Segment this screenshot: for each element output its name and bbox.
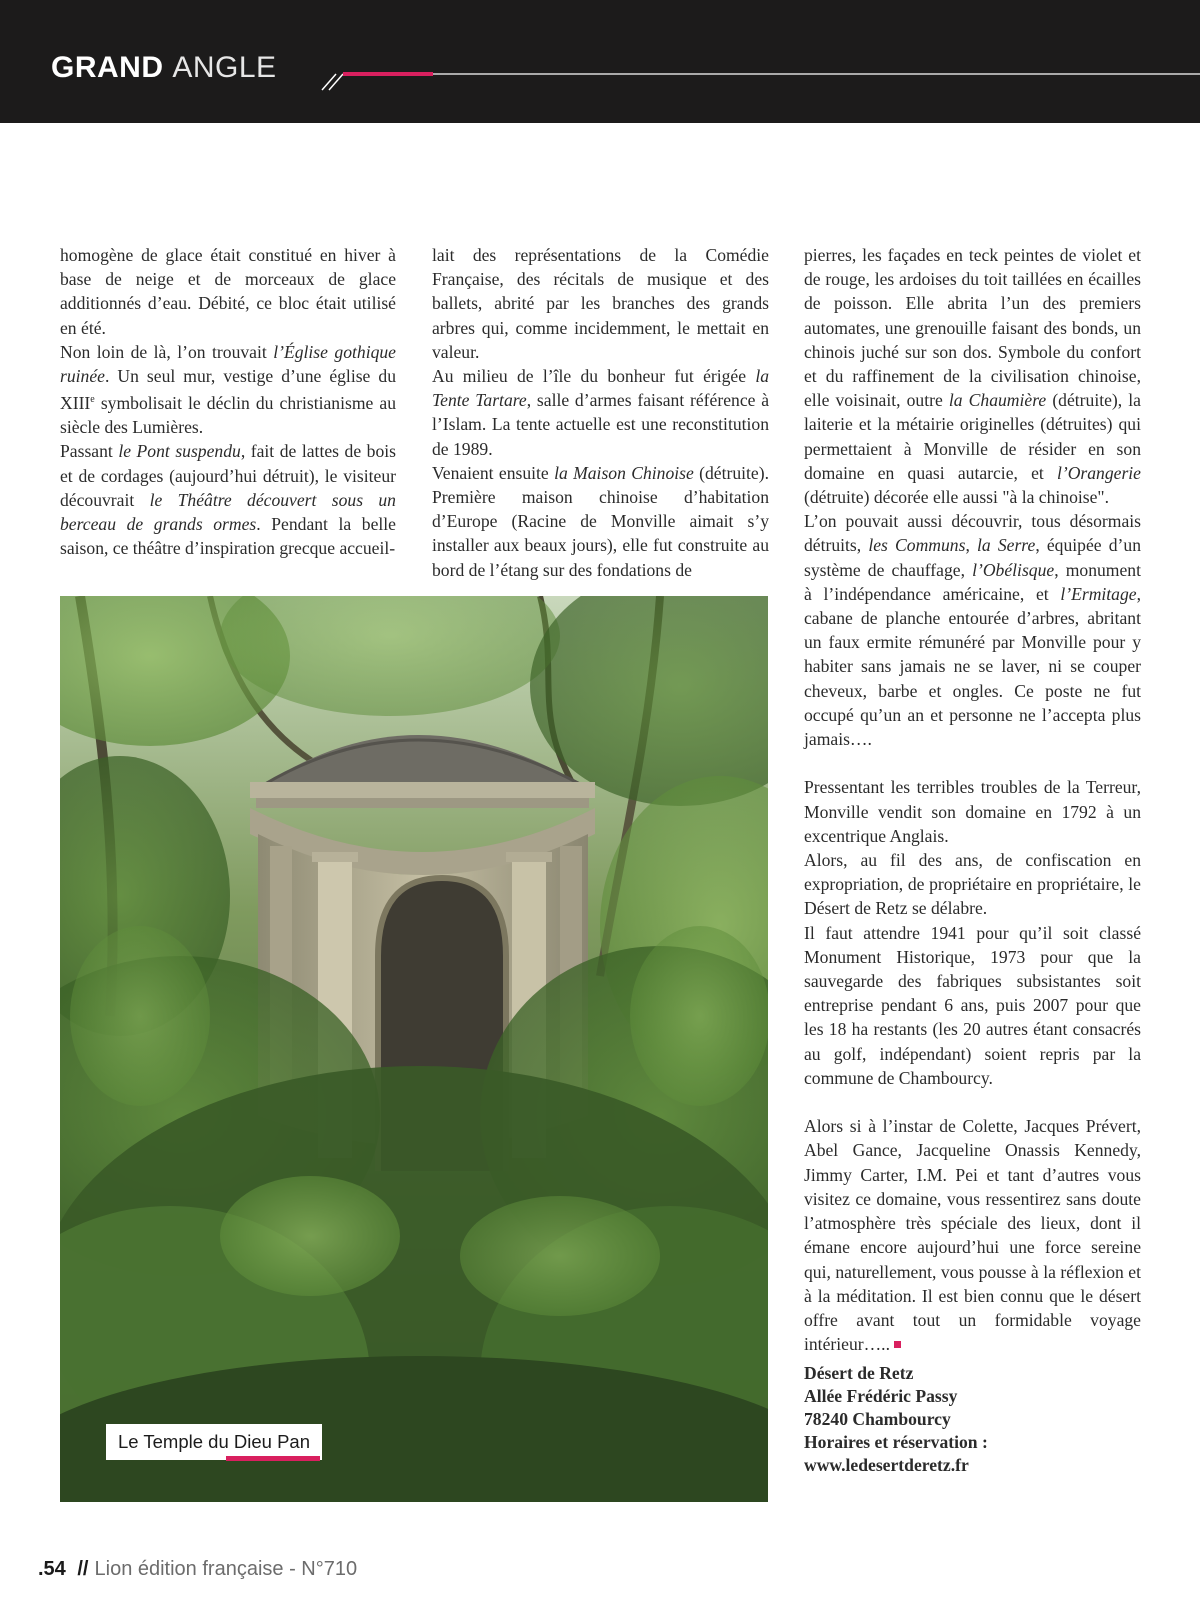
- temple-photo-illustration: [60, 596, 768, 1502]
- article-end-mark: [894, 1341, 901, 1348]
- col1-paragraph-3: Passant le Pont suspendu, fait de lattes de bois et de cordages (aujourd’hui détruit), le visiteur découvrait le Théâtre découvert sous un berceau de grands ormes. Pendant la belle saison, ce théâtre d’inspiration grecque accueil-: [60, 441, 396, 559]
- col1-paragraph-1: homogène de glace était constitué en hiver à base de neige et de morceaux de glace additionnés d’eau. Débité, ce bloc était utilisé en été.: [60, 245, 396, 338]
- address-website: www.ledesertderetz.fr: [804, 1455, 969, 1476]
- col3-paragraph-6: Alors si à l’instar de Colette, Jacques Prévert, Abel Gance, Jacqueline Onassis Kennedy, Jimmy Carter, I.M. Pei et tant d’autres vous visitez ce domaine, vous ressentirez sans doute l’atmosphère très spéciale des lieux, dont il émane encore aujourd’hui une force sereine qui, naturellement, vous pousse à la réflexion et à la méditation. Il est bien connu que le désert offre avant tout un formidable voyage intérieur…..: [804, 1116, 1141, 1355]
- address-block: [804, 1362, 1141, 1477]
- address-city: 78240 Chambourcy: [804, 1409, 951, 1430]
- temple-photo: [60, 596, 768, 1502]
- col3-paragraph-3: Pressentant les terribles troubles de la Terreur, Monville vendit son domaine en 1792 à un excentrique Anglais.: [804, 777, 1141, 846]
- photo-caption: Le Temple du Dieu Pan: [106, 1424, 322, 1460]
- page-header: [0, 0, 1200, 123]
- col3-paragraph-5: Il faut attendre 1941 pour qu’il soit classé Monument Historique, 1973 pour que la sauvegarde des fabriques subsistantes soit entreprise pendant 6 ans, puis 2007 pour que les 18 ha restants (les 20 autres étant consacrés au golf, indépendant) soient repris par la commune de Chambourcy.: [804, 922, 1141, 1088]
- address-name: Désert de Retz: [804, 1363, 914, 1384]
- section-title-bold: GRAND: [51, 51, 164, 84]
- article-column-1: [60, 243, 396, 561]
- col3-paragraph-1: pierres, les façades en teck peintes de violet et de rouge, les ardoises du toit taillées en écailles de poisson. Elle abrita l’un des premiers automates, une grenouille faisant des bonds, un chinois juché sur son dos. Symbole du confort et du raffinement de la civilisation chinoise, elle voisinait, outre la Chaumière (détruite), la laiterie et la métairie originelles (détruites) qui permettaient à Monville de résider en son domaine en quasi autarcie, et l’Orangerie (détruite) décorée elle aussi "à la chinoise".: [804, 245, 1141, 508]
- footer-separator: //: [77, 1558, 89, 1580]
- col1-paragraph-2: Non loin de là, l’on trouvait l’Église gothique ruinée. Un seul mur, vestige d’une église du XIIIe symbolisait le déclin du christianisme au siècle des Lumières.: [60, 341, 396, 438]
- article-column-3: [804, 243, 1141, 1477]
- col2-paragraph-3: Venaient ensuite la Maison Chinoise (détruite). Première maison chinoise d’habitation d’Europe (Racine de Monville aimait s’y installer aux beaux jours), elle fut construite au bord de l’étang sur des fondations de: [432, 462, 769, 580]
- page-number: .54: [38, 1558, 66, 1580]
- col3-paragraph-2: L’on pouvait aussi découvrir, tous désormais détruits, les Communs, la Serre, équipée d’un système de chauffage, l’Obélisque, monument à l’indépendance américaine, et l’Ermitage, cabane de planche entourée d’arbres, abritant un faux ermite rémunéré par Monville pour y habiter sans jamais ne se laver, ni se couper cheveux, barbe et ongles. Ce poste ne fut occupé qu’un an et personne ne l’accepta plus jamais….: [804, 511, 1141, 750]
- col2-paragraph-1: lait des représentations de la Comédie Française, des récitals de musique et des ballets, abrité par les branches des grands arbres qui, comme incidemment, le mettait en valeur.: [432, 245, 769, 362]
- article-column-2: [432, 243, 769, 582]
- col2-paragraph-2: Au milieu de l’île du bonheur fut érigée la Tente Tartare, salle d’armes faisant référence à l’Islam. La tente actuelle est une reconstitution de 1989.: [432, 366, 770, 459]
- address-street: Allée Frédéric Passy: [804, 1386, 958, 1407]
- section-title-light: ANGLE: [172, 51, 277, 84]
- publication-name: Lion édition française - N°710: [94, 1558, 358, 1580]
- caption-accent-bar: [226, 1456, 320, 1461]
- address-hours-label: Horaires et réservation :: [804, 1432, 988, 1453]
- col3-paragraph-4: Alors, au fil des ans, de confiscation en expropriation, de propriétaire en propriétaire, le Désert de Retz se délabre.: [804, 850, 1141, 919]
- header-decorative-rule: [0, 58, 1200, 98]
- page-footer: [38, 1556, 357, 1582]
